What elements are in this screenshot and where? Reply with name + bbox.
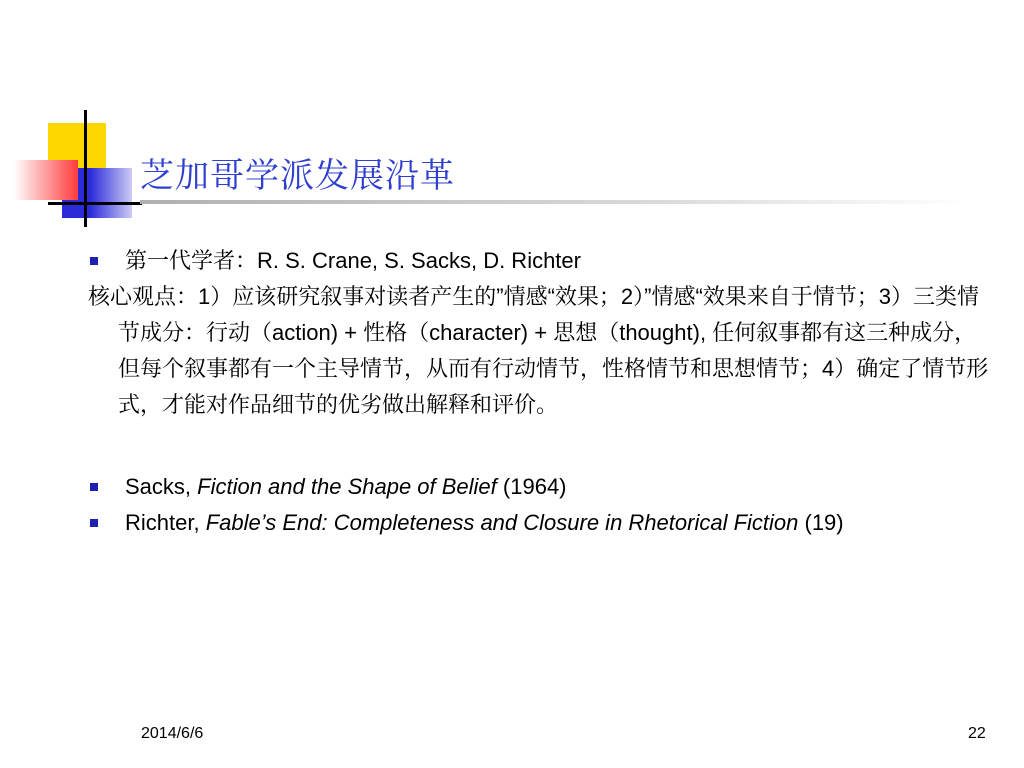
bullet-square-icon — [90, 257, 98, 265]
title-underline — [140, 200, 970, 204]
bullet-square-icon — [90, 483, 98, 491]
bullet-square-icon — [90, 519, 98, 527]
slide-title: 芝加哥学派发展沿革 — [140, 156, 455, 196]
bullet-reference-richter — [88, 505, 993, 541]
ref-author: Richter, — [125, 510, 206, 535]
ornament-horizontal-line — [48, 202, 142, 205]
bullet-first-generation — [88, 243, 993, 279]
ref-year: (19) — [798, 510, 844, 535]
slide-body — [88, 243, 993, 541]
ornament-blue-fade — [90, 168, 140, 218]
ref-author: Sacks, — [125, 474, 198, 499]
spacer — [88, 423, 993, 469]
ornament-red-bar — [14, 160, 78, 200]
title-ornament — [0, 0, 140, 230]
footer-date: 2014/6/6 — [141, 725, 204, 742]
ref-year: (1964) — [496, 474, 567, 499]
ref-title: Fable’s End: Completeness and Closure in Rhetorical Fiction — [205, 510, 799, 535]
ref-title: Fiction and the Shape of Belief — [197, 474, 497, 499]
bullet-text: 第一代学者：R. S. Crane, S. Sacks, D. Richter — [125, 248, 581, 273]
core-viewpoints-paragraph: 核心观点：1）应该研究叙事对读者产生的”情感“效果；2）”情感“效果来自于情节；3）三类情节成分：行动（action) + 性格（character) + 思想（thought), 任何叙事都有这三种成分，但每个叙事都有一个主导情节，从而有行动情节，性格情节和思想情节；4）确定了情节形式，才能对作品细节的优劣做出解释和评价。 — [88, 284, 989, 417]
page-number: 22 — [968, 725, 986, 742]
ornament-vertical-line — [84, 110, 87, 227]
bullet-reference-sacks — [88, 469, 993, 505]
